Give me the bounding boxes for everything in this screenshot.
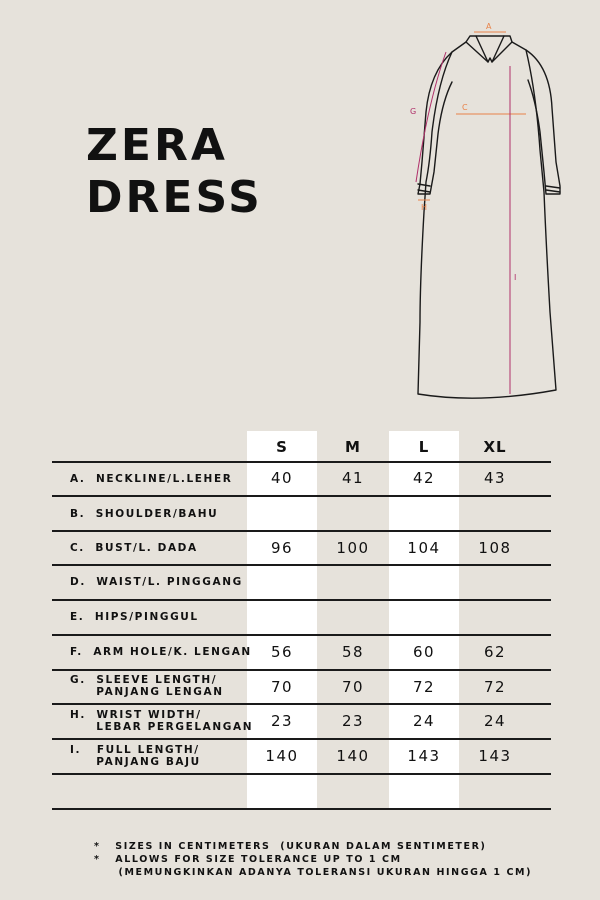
title-line-2: DRESS [86,172,263,223]
size-header-xl: XL [483,438,507,456]
table-row [52,497,551,531]
table-row [52,671,551,705]
cell-xl: 72 [483,678,507,696]
cell-m: 58 [341,643,365,661]
row-label: E. HIPS/PINGGUL [70,611,199,623]
cell-l: 42 [412,469,436,487]
cell-xl: 108 [478,539,512,557]
cell-m: 140 [336,747,370,765]
cell-l: 72 [412,678,436,696]
table-row [52,705,551,739]
row-label: D. WAIST/L. PINGGANG [70,576,243,588]
cell-s: 40 [270,469,294,487]
product-title [86,120,263,224]
measure-sleeve [416,52,446,182]
diagram-label-i: I [514,273,517,282]
footnote-line: * ALLOWS FOR SIZE TOLERANCE UP TO 1 CM [94,854,402,865]
table-row [52,601,551,635]
cell-l: 104 [407,539,441,557]
cell-s: 70 [270,678,294,696]
table-row [52,531,551,565]
footnote-line: (MEMUNGKINKAN ADANYA TOLERANSI UKURAN HINGGA 1 CM) [94,867,533,878]
table-row [52,462,551,496]
cell-xl: 143 [478,747,512,765]
cell-m: 23 [341,712,365,730]
cell-m: 100 [336,539,370,557]
cell-l: 143 [407,747,441,765]
cell-xl: 62 [483,643,507,661]
left-sleeve [418,52,452,194]
row-label: B. SHOULDER/BAHU [70,508,219,520]
cell-s: 96 [270,539,294,557]
row-label: A. NECKLINE/L.LEHER [70,473,233,485]
table-row [52,566,551,600]
cell-m: 70 [341,678,365,696]
diagram-label-c: C [462,103,468,112]
diagram-label-h: H [421,203,428,212]
size-header-l: L [418,438,430,456]
size-header-m: M [345,438,361,456]
footnotes [94,840,532,879]
diagram-label-a: A [486,22,492,31]
cell-xl: 24 [483,712,507,730]
cell-s: 140 [265,747,299,765]
size-header-s: S [276,438,288,456]
cell-m: 41 [341,469,365,487]
dress-outline [418,42,556,398]
footnote-line: * SIZES IN CENTIMETERS (UKURAN DALAM SENTIMETER) [94,841,487,852]
row-label: G. SLEEVE LENGTH/ PANJANG LENGAN [70,674,224,698]
title-line-1: ZERA [86,120,228,171]
cell-l: 24 [412,712,436,730]
cell-s: 23 [270,712,294,730]
table-row [52,740,551,774]
table-rule [52,808,551,810]
dress-collar [466,36,512,62]
cell-s: 56 [270,643,294,661]
cell-xl: 43 [483,469,507,487]
table-row [52,636,551,670]
row-label: C. BUST/L. DADA [70,542,198,554]
row-label: F. ARM HOLE/K. LENGAN [70,646,252,658]
dress-diagram [400,22,580,412]
cell-l: 60 [412,643,436,661]
row-label: I. FULL LENGTH/ PANJANG BAJU [70,744,201,768]
row-label: H. WRIST WIDTH/ LEBAR PERGELANGAN [70,709,254,733]
diagram-label-g: G [410,107,417,116]
